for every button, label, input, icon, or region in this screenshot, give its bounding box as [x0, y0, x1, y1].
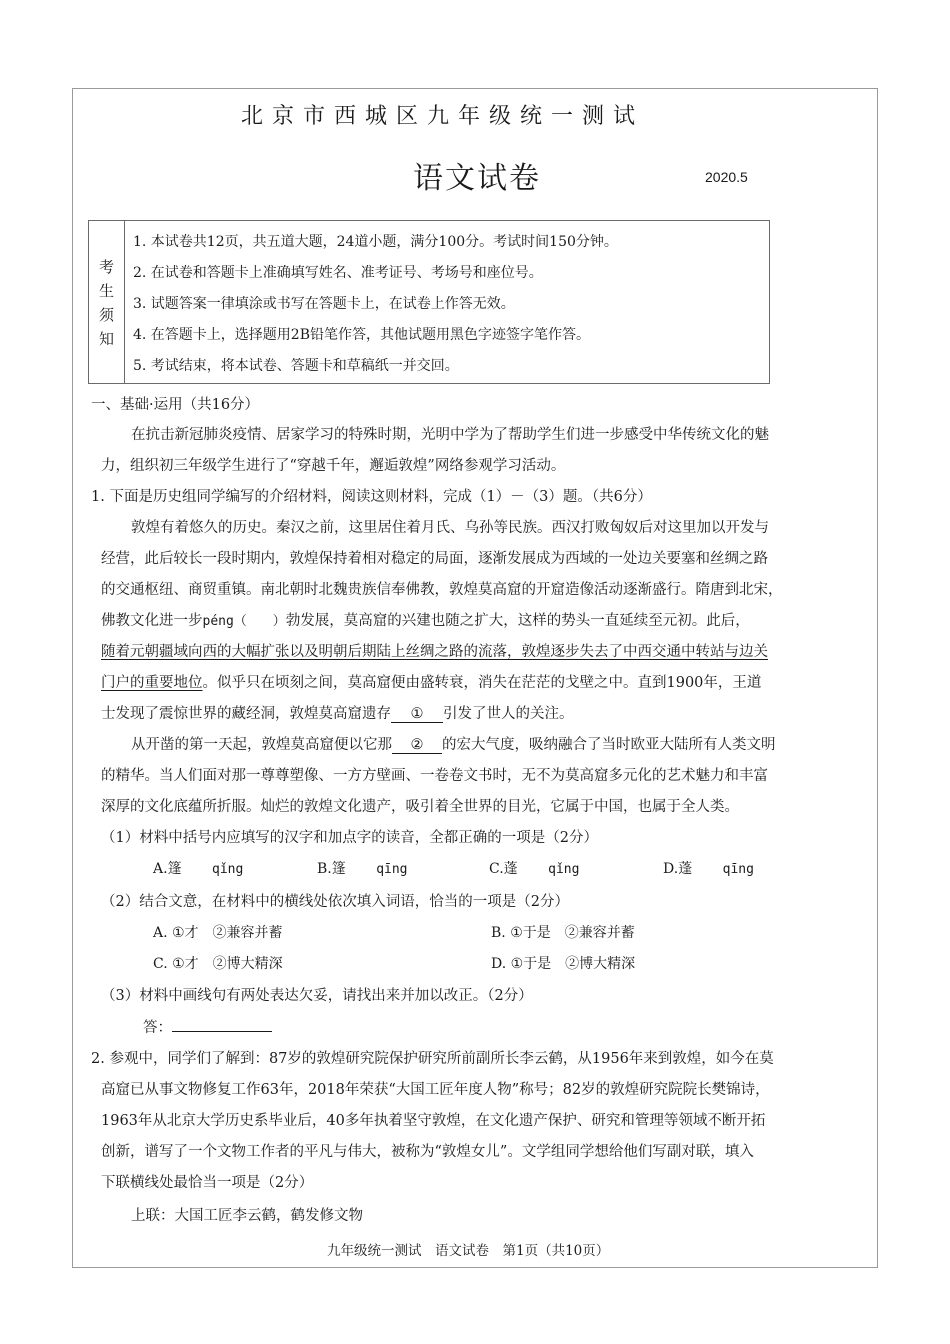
option-char: 蓬 — [678, 861, 693, 877]
passage-text: 。似乎只在顷刻之间，莫高窟便由盛转衰，消失在茫茫的戈壁之中。直到1900年，王道 — [202, 675, 762, 691]
section-heading: 一、基础·运用（共16分） — [91, 397, 260, 413]
passage-text: 佛教文化进一步 — [101, 613, 203, 629]
option-char: 蓬 — [503, 861, 518, 877]
option-pinyin: qīng — [722, 862, 754, 877]
exam-header-title: 北京市西城区九年级统一测试 — [241, 104, 645, 129]
question-2-line: 1963年从北京大学历史系毕业后，40多年执着坚守敦煌，在文化遗产保护、研究和管理等领域不断开拓 — [101, 1113, 766, 1129]
option-a[interactable]: A. ①才 ②兼容并蓄 — [153, 925, 283, 941]
sub-question-3: （3）材料中画线句有两处表达欠妥，请找出来并加以改正。（2分） — [101, 988, 533, 1004]
option-pinyin: qǐng — [212, 862, 244, 877]
option-char: 篷 — [331, 861, 346, 877]
option-b[interactable] — [317, 858, 408, 878]
passage-text: 勃发展，莫高窟的兴建也随之扩大，这样的势头一直延续至元初。此后， — [285, 613, 750, 629]
notice-label-char: 考 — [98, 258, 114, 276]
paper-date: 2020.5 — [705, 169, 748, 185]
answer-blank[interactable] — [172, 1031, 272, 1032]
question-2-line: 高窟已从事文物修复工作63年，2018年荣获“大国工匠年度人物”称号；82岁的敦煌研究院院长樊锦诗， — [101, 1082, 770, 1098]
passage-line: 的交通枢纽、商贸重镇。南北朝时北魏贵族信奉佛教，敦煌莫高窟的开窟造像活动逐渐盛行。隋唐到北宋， — [101, 582, 783, 598]
option-letter: B. — [317, 861, 332, 877]
notice-item: 2. 在试卷和答题卡上准确填写姓名、准考证号、考场号和座位号。 — [133, 265, 543, 281]
answer-label: 答： — [143, 1020, 172, 1036]
notice-label-char: 知 — [98, 330, 114, 348]
passage-text: 从开凿的第一天起，敦煌莫高窟便以它那 — [131, 737, 392, 753]
question-2-line: 下联横线处最恰当一项是（2分） — [101, 1175, 314, 1191]
question-1-stem: 1. 下面是历史组同学编写的介绍材料，阅读这则材料，完成（1）－（3）题。（共6分） — [91, 489, 652, 505]
fill-blank-1: ① — [391, 706, 443, 723]
option-c[interactable]: C. ①才 ②博大精深 — [153, 956, 283, 972]
passage-text: 引发了世人的关注。 — [443, 706, 574, 722]
paper-title: 语文试卷 — [413, 161, 541, 196]
option-d[interactable]: D. ①于是 ②博大精深 — [491, 956, 636, 972]
passage-text: 的宏大气度，吸纳融合了当时欧亚大陆所有人类文明 — [442, 737, 776, 753]
option-letter: D. — [663, 861, 679, 877]
option-b[interactable]: B. ①于是 ②兼容并蓄 — [491, 925, 635, 941]
notice-item: 4. 在答题卡上，选择题用2B铅笔作答，其他试题用黑色字迹签字笔作答。 — [133, 327, 591, 343]
section-intro-line: 在抗击新冠肺炎疫情、居家学习的特殊时期，光明中学为了帮助学生们进一步感受中华传统文化的魅 — [131, 427, 769, 443]
exam-page — [72, 88, 878, 1268]
passage-line — [131, 733, 776, 754]
passage-line — [101, 702, 574, 723]
question-2-line: 2. 参观中，同学们了解到：87岁的敦煌研究院保护研究所前副所长李云鹤，从1956年来到敦煌，如今在莫 — [91, 1051, 774, 1067]
pinyin-blank: péng（ ） — [202, 614, 286, 629]
notice-label-char: 生 — [98, 282, 114, 300]
section-intro-line: 力，组织初三年级学生进行了“穿越千年，邂逅敦煌”网络参观学习活动。 — [101, 458, 566, 474]
passage-text: 士发现了震惊世界的藏经洞，敦煌莫高窟遗存 — [101, 706, 391, 722]
couplet-first-line: 上联：大国工匠李云鹤，鹤发修文物 — [131, 1208, 363, 1224]
option-letter: C. — [489, 861, 504, 877]
question-2-line: 创新，谱写了一个文物工作者的平凡与伟大，被称为“敦煌女儿”。文学组同学想给他们写副对联，填入 — [101, 1144, 754, 1160]
underlined-sentence: 随着元朝疆域向西的大幅扩张以及明朝后期陆上丝绸之路的流落，敦煌逐步失去了中西交通中转站与边关 — [101, 644, 768, 660]
passage-line — [101, 609, 750, 630]
notice-items — [133, 227, 618, 382]
passage-line: 的精华。当人们面对那一尊尊塑像、一方方壁画、一卷卷文书时，无不为莫高窟多元化的艺术魅力和丰富 — [101, 768, 768, 784]
option-char: 篷 — [167, 861, 182, 877]
passage-line: 经营，此后较长一段时期内，敦煌保持着相对稳定的局面，逐渐发展成为西域的一处边关要塞和丝绸之路 — [101, 551, 768, 567]
answer-line[interactable] — [143, 1016, 272, 1037]
passage-line: 敦煌有着悠久的历史。秦汉之前，这里居住着月氏、乌孙等民族。西汉打败匈奴后对这里加以开发与 — [131, 520, 769, 536]
underlined-sentence: 门户的重要地位 — [101, 675, 203, 691]
exam-notice-box — [88, 220, 770, 384]
page-footer: 九年级统一测试 语文试卷 第1页（共10页） — [327, 1243, 610, 1259]
sub-question-1: （1）材料中括号内应填写的汉字和加点字的读音，全都正确的一项是（2分） — [101, 830, 598, 846]
passage-line: 深厚的文化底蕴所折服。灿烂的敦煌文化遗产，吸引着全世界的目光，它属于中国，也属于全人类。 — [101, 799, 739, 815]
notice-item: 3. 试题答案一律填涂或书写在答题卡上，在试卷上作答无效。 — [133, 296, 515, 312]
notice-label — [89, 221, 125, 383]
option-pinyin: qīng — [376, 862, 408, 877]
passage-line — [101, 671, 761, 692]
fill-blank-2: ② — [392, 737, 442, 754]
option-d[interactable] — [663, 858, 754, 878]
option-c[interactable] — [489, 858, 579, 878]
option-a[interactable] — [153, 858, 243, 878]
sub-question-2: （2）结合文意，在材料中的横线处依次填入词语，恰当的一项是（2分） — [101, 894, 569, 910]
option-pinyin: qǐng — [548, 862, 580, 877]
notice-label-char: 须 — [98, 306, 114, 324]
option-letter: A. — [153, 861, 168, 877]
notice-item: 1. 本试卷共12页，共五道大题，24道小题，满分100分。考试时间150分钟。 — [133, 234, 618, 250]
notice-item: 5. 考试结束，将本试卷、答题卡和草稿纸一并交回。 — [133, 358, 459, 374]
